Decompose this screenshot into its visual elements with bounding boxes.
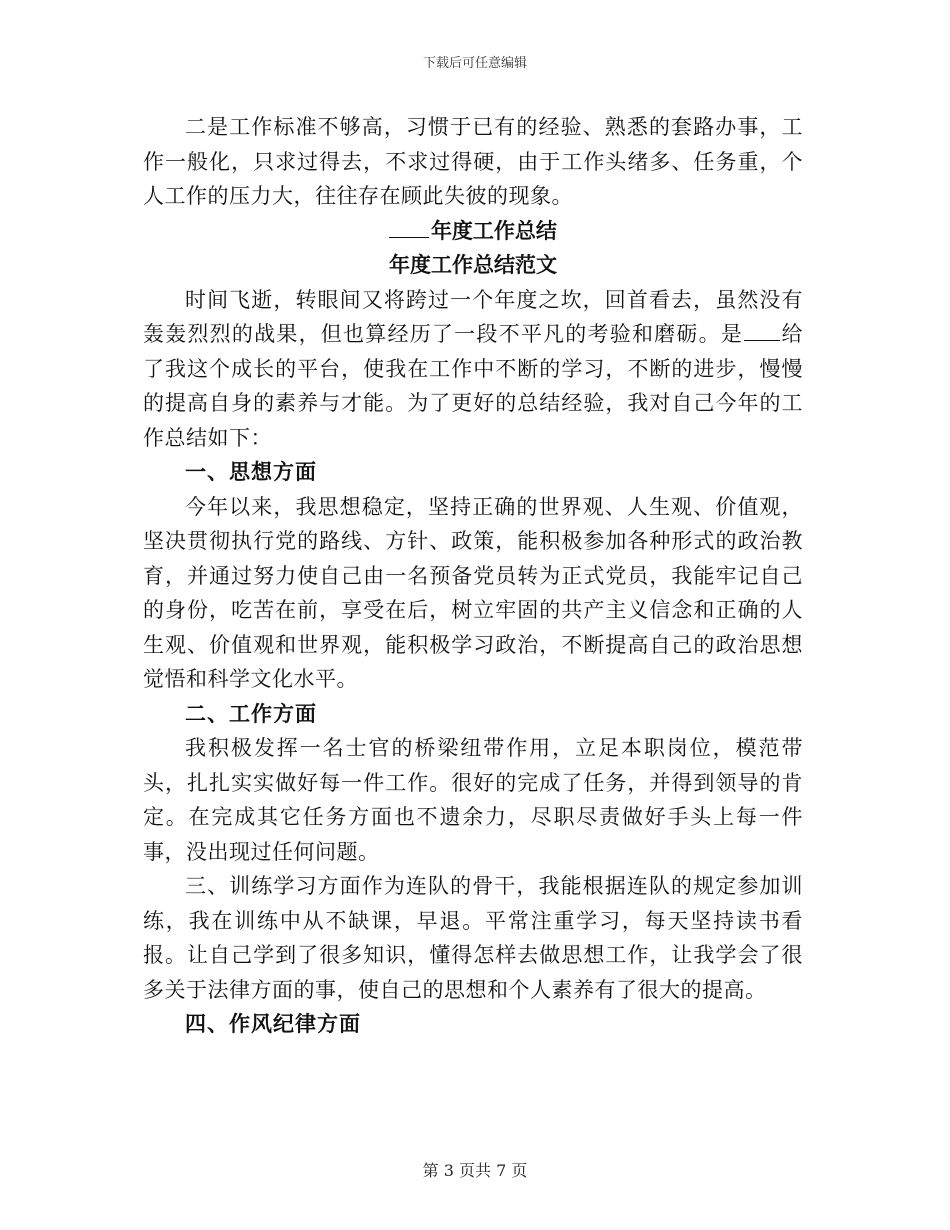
title-blank-underline — [389, 214, 429, 237]
opening-paragraph — [143, 283, 803, 456]
document-title-text: 年度工作总结 — [430, 217, 557, 243]
section-paragraph-thought: 今年以来，我思想稳定，坚持正确的世界观、人生观、价值观，坚决贯彻执行党的路线、方针、政策，能积极参加各种形式的政治教育，并通过努力使自己由一名预备党员转为正式党员，我能牢记自己的身份，吃苦在前，享受在后，树立牢固的共产主义信念和正确的人生观、价值观和世界观，能积极学习政治，不断提高自己的政治思想觉悟和科学文化水平。 — [143, 494, 803, 691]
opening-paragraph-part2: 给了我这个成长的平台，使我在工作中不断的学习，不断的进步，慢慢的提高自身的素养与才能。为了更好的总结经验，我对自己今年的工作总结如下： — [143, 322, 804, 450]
opening-paragraph-part1: 时间飞逝，转眼间又将跨过一个年度之坎，回首看去，虽然没有轰轰烈烈的战果，但也算经历了一段不平凡的考验和磨砺。是 — [143, 287, 803, 346]
document-title — [143, 214, 803, 249]
section-heading-work: 二、工作方面 — [185, 700, 317, 726]
document-body — [143, 110, 803, 1042]
inline-blank-underline — [744, 318, 780, 341]
document-subtitle: 年度工作总结范文 — [389, 252, 557, 277]
section-paragraph-work: 我积极发挥一名士官的桥梁纽带作用，立足本职岗位，模范带头，扎扎实实做好每一件工作。很好的完成了任务，并得到领导的肯定。在完成其它任务方面也不遗余力，尽职尽责做好手头上每一件事，没出现过任何问题。 — [143, 736, 803, 864]
section-heading-thought: 一、思想方面 — [185, 459, 317, 484]
section-paragraph-training: 三、训练学习方面作为连队的骨干，我能根据连队的规定参加训练，我在训练中从不缺课，早退。平常注重学习，每天坚持读书看报。让自己学到了很多知识，懂得怎样去做思想工作，让我学会了很多关于法律方面的事，使自己的思想和个人素养有了很大的提高。 — [143, 874, 803, 1002]
page-header: 下载后可任意编辑 — [422, 56, 527, 71]
page-footer: 第 3 页共 7 页 — [422, 1161, 528, 1180]
intro-paragraph: 二是工作标准不够高，习惯于已有的经验、熟悉的套路办事，工作一般化，只求过得去，不求过得硬，由于工作头绪多、任务重，个人工作的压力大，往往存在顾此失彼的现象。 — [143, 115, 803, 208]
section-heading-discipline: 四、作风纪律方面 — [185, 1011, 361, 1036]
